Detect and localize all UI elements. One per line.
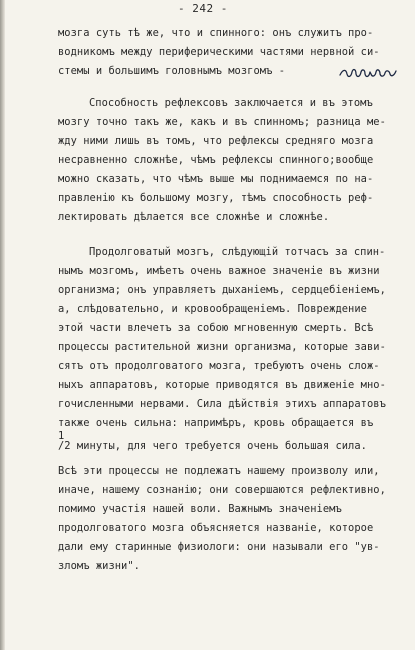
text-line: ныхъ аппаратовъ, которые приводятся въ движеніе мно- (58, 379, 386, 391)
text-line: гочисленными нервами. Сила дѣйствія этихъ аппаратовъ (58, 398, 386, 410)
text-line: жду ними лишь въ томъ, что рефлексы средняго мозга (58, 135, 374, 147)
text-line: организма; онъ управляетъ дыханіемъ, сердцебіеніемъ, (58, 284, 386, 296)
handwritten-scribble (338, 65, 400, 81)
text-line: водникомъ между периферическими частями нервной си- (58, 46, 380, 58)
text-line: правленію къ большому мозгу, тѣмъ способность реф- (58, 192, 374, 204)
page-number: - 242 - (178, 2, 228, 15)
text-line: а, слѣдовательно, и кровообращеніемъ. Повреждение (58, 303, 367, 315)
text-line: лектировать дѣлается все сложнѣе и сложнѣе. (58, 211, 330, 223)
text-line: этой части влечетъ за собою мгновенную смерть. Всѣ (58, 322, 374, 334)
text-line: также очень сильна: напримѣръ, кровь обращается въ (58, 417, 374, 429)
text-line: процессы растительной жизни организма, которые зави- (58, 341, 386, 353)
text-line: можно сказать, что чѣмъ выше мы поднимаемся по на- (58, 173, 374, 185)
fraction-numerator: 1 (58, 430, 65, 442)
paragraph-first-line: Способность рефлексовъ заключается и въ этомъ (89, 97, 373, 109)
page-edge-shadow (0, 0, 5, 650)
text-line: стемы и большимъ головнымъ мозгомъ - (58, 65, 286, 77)
text-line: иначе, нашему сознанію; они совершаются рефлективно, (58, 484, 386, 496)
text-line: мозгу точно такъ же, какъ и въ спинномъ; разница ме- (58, 116, 386, 128)
text-line: продолговатого мозга объясняется названіе, которое (58, 522, 374, 534)
handwritten-annotation (338, 65, 400, 81)
text-line: нымъ мозгомъ, имѣетъ очень важное значеніе въ жизни (58, 265, 380, 277)
text-line: Всѣ эти процессы не подлежатъ нашему произволу или, (58, 465, 380, 477)
text-line: /2 минуты, для чего требуется очень большая сила. (58, 440, 367, 452)
paragraph-first-line: Продолговатый мозгъ, слѣдующій тотчасъ за спин- (89, 246, 386, 258)
text-line: дали ему старинные физиологи: они называли его "ув- (58, 541, 380, 553)
text-line: помимо участія нашей воли. Важнымъ значеніемъ (58, 503, 342, 515)
text-line: мозга суть тѣ же, что и спинного: онъ служитъ про- (58, 27, 374, 39)
text-line: сятъ отъ продолговатого мозга, требуютъ очень слож- (58, 360, 380, 372)
text-line: несравненно сложнѣе, чѣмъ рефлексы спинного;вообще (58, 154, 374, 166)
text-line: зломъ жизни". (58, 560, 140, 572)
